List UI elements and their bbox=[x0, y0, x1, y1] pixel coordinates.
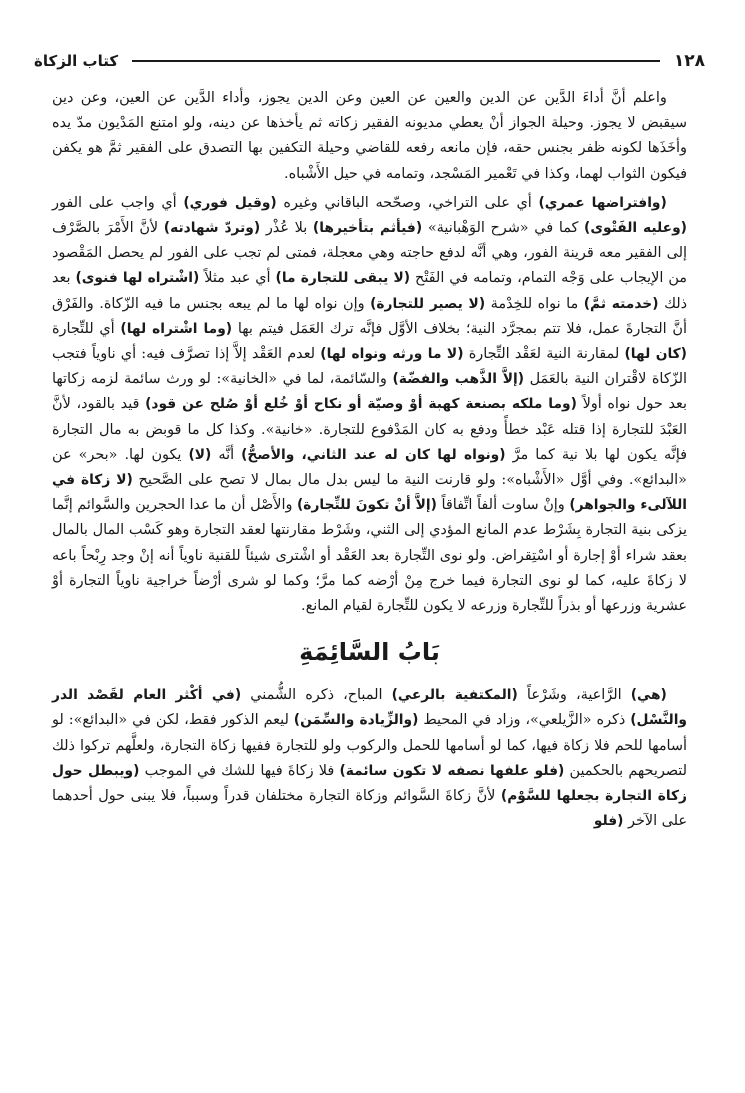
bold-term: (وقيل فوري) bbox=[183, 194, 277, 211]
text-run: أي واجب على الفور bbox=[52, 194, 184, 211]
text-run: بلا عُذْر bbox=[260, 220, 313, 237]
text-run: فلا زكاةَ فيها للشك في الموجب bbox=[139, 762, 340, 779]
chapter-title: بَابُ السَّائِمَةِ bbox=[299, 638, 440, 667]
bold-term: (فلو bbox=[593, 813, 624, 830]
bold-term: (لا) bbox=[188, 446, 212, 463]
bold-term: (لا يبقى للتجارة ما) bbox=[275, 270, 411, 287]
bold-term: (هي) bbox=[630, 687, 667, 704]
text-run: لمقارنة النية لعَقْد التِّجارة bbox=[463, 346, 625, 363]
bold-term: (لا ما ورثه ونواه لها) bbox=[320, 346, 464, 363]
text-run: وإنْ ساوت ألفاً اتِّفاقاً bbox=[436, 497, 570, 514]
text-run: قيد بالقود، لأنَّ العَبْدَ للتجارة إذا قتله عَبْد خطأً ودفع به كان المَدْفوع للتجارة. «خانية». وكذا كل ما قوبض به مال التجارة فإنَّه يكون لها بلا نية كما مرَّ bbox=[52, 396, 687, 463]
text-run: والسّائمة، لما في «الخانية»: لو ورث سائمة لزمه زكاتها بعد حول نواه أولاً bbox=[52, 371, 687, 413]
bold-term: (وعليه الفَتْوى) bbox=[584, 220, 687, 237]
paragraph-grazing bbox=[52, 683, 687, 834]
text-run: بعد ذلك bbox=[52, 270, 688, 312]
text-run: أي على التراخي، وصحّحه الباقاني وغيره bbox=[276, 194, 539, 211]
text-run: يكون لها. «بحر» عن «البدائع». وفي أوَّل «الأَشْباه»: ولو قارنت النية ما ليس بدل مال بمال لا تصح على الصَّحيح bbox=[52, 446, 687, 489]
text-run: وإن نواه لها ما لم يبعه بجنس ما فيه الزّكاة. والفَرْق أنَّ التجارةَ عمل، فلا تتم بمجرَّد النية؛ بخلاف الأوَّل فإنَّه ترك العَمَل فيتم بها bbox=[52, 295, 687, 337]
page-header bbox=[34, 46, 705, 76]
bold-term: (فيأثم بتأخيرها) bbox=[312, 220, 423, 237]
bold-term: (وافتراضها عمري) bbox=[538, 194, 667, 211]
header-rule bbox=[132, 60, 660, 62]
paragraph-obligation bbox=[52, 191, 687, 619]
bold-term: (لا يصير للتجارة) bbox=[370, 295, 486, 312]
text-run: ذكره «الزَّيلعي»، وزاد في المحيط bbox=[418, 712, 631, 729]
paragraph-intro: واعلم أنَّ أداءَ الدَّين عن الدين والعين عن العين وعن الدين يجوز، وأداء الدَّين عن العين، وعن دين سيقبض لا يجوز. وحيلة الجواز أنْ يعطي مديونه الفقير زكاته ثم يأخذها عن دينه، ولو امتنع المَدْيون مدّ يده وأخَذَها لكونه ظفر بجنس حقه، فإن مانعه رفعه للقاضي وحيلة التكفين بها التصدق على الفقير ثمَّ هو يكفن فيكون الثواب لهما، وكذا في تَعْمير المَسْجد، وتمامه في حيل الأَشْباه. bbox=[52, 90, 687, 182]
bold-term: (اشْتراه لها فنوى) bbox=[75, 270, 200, 287]
bold-term: (وتردّ شهادته) bbox=[163, 220, 261, 237]
bold-term: (إلاَّ الذَّهب والفضّة) bbox=[392, 371, 525, 388]
text-run: المباح، ذكره الشُّمني bbox=[241, 687, 392, 704]
text-run: أي للتِّجارة bbox=[52, 320, 121, 337]
text-run: الرَّاعية، وشَرْعاً bbox=[517, 687, 631, 704]
bold-term: (في أكْثر العام لقَصْد الدر والنَّسْل) bbox=[52, 687, 687, 729]
text-run: والأَصْل أن ما عدا الحجرين والسَّوائم إنَّما يزكى بنية التجارة بِشَرْط عدم المانع المؤدي إلى الثني، وشَرْط مقارنتها لعقد التجارة وهو كَسْب المال بالمال بعقد شراء أوْ إجارة أو اسْتِقراض. ولو نوى التِّجارة بعد العَقْد أو اشْترى شيئاً للقنية ناوياً أنه إنْ وجد رِبْحاً باعه لا زكاةَ عليه، كما لو نوى التجارة فيما خرج مِنْ أرْضه كما مرَّ؛ وكما لو شرى أرْضاً خراجية ناوياً التجارة أوْ عشرية وزرعها أو بذراً للتِّجارة وزرعه لا يكون للتِّجارة لقيام المانع. bbox=[52, 497, 687, 615]
text-run: لأنَّ زكاةَ السَّوائم وزكاة التجارة مختلفان قدراً وسبباً، فلا يبنى حول أحدهما على الآخر bbox=[52, 788, 687, 830]
bold-term: (لا زكاة في اللآلىء والجواهر) bbox=[52, 472, 687, 514]
bold-term: (وما ملكه بصنعة كهبة أوْ وصيّة أو نكاح أوْ خُلع أوْ صُلح عن قود) bbox=[145, 396, 577, 413]
text-run: أي عبد مثلاً bbox=[199, 270, 276, 287]
bold-term: (وما اشْتراه لها) bbox=[120, 320, 233, 337]
page-body bbox=[52, 86, 687, 838]
text-run: ما نواه للخِدْمة bbox=[485, 295, 584, 312]
page-number: ١٢٨ bbox=[673, 51, 705, 71]
bold-term: (ونواه لها كان له عند الثاني، والأصحُّ) bbox=[241, 446, 506, 463]
running-title: كتاب الزكاة bbox=[34, 52, 119, 70]
text-run: لعدم العَقْد إلاَّ إذا تصرَّف فيه: أي ناوياً فتجب الزّكاة لاقْتران النية بالعَمَل bbox=[52, 346, 687, 388]
bold-term: (فلو علفها نصفه لا تكون سائمة) bbox=[339, 762, 565, 779]
text-run: لأنَّ الأَمْرَ بالصَّرْف إلى الفقير معه قرينة الفور، وهي أنَّه لدفع حاجته وهي معجلة، فمتى لم تجب على الفور لم يحصل المَقْصود من الإيجاب على وَجْه التمام، وتمامه في الفَتْح bbox=[52, 220, 687, 287]
text-run: كما في «شرح الوَهْبانية» bbox=[422, 220, 585, 237]
text-run: أنَّه bbox=[211, 446, 242, 463]
bold-term: (خدمته ثمَّ) bbox=[583, 295, 659, 312]
bold-term: (المكتفية بالرعي) bbox=[391, 687, 518, 704]
bold-term: (والزِّيادة والسِّمَن) bbox=[293, 712, 419, 729]
text-run: ليعم الذكور فقط، لكن في «البدائع»: لو أسامها للحم فلا زكاة فيها، كما لو أسامها للحمل والركوب ولو للتجارة ففيها زكاة التجارة، ولعلَّهم تركوا ذلك لتصريحهم بالحكمين bbox=[52, 712, 687, 779]
bold-term: (إلاَّ أنْ تكونَ للتِّجارة) bbox=[297, 497, 437, 514]
bold-term: (كان لها) bbox=[624, 346, 687, 363]
bold-term: (ويبطل حول زكاة التجارة بجعلها للسَّوْم) bbox=[52, 762, 687, 805]
